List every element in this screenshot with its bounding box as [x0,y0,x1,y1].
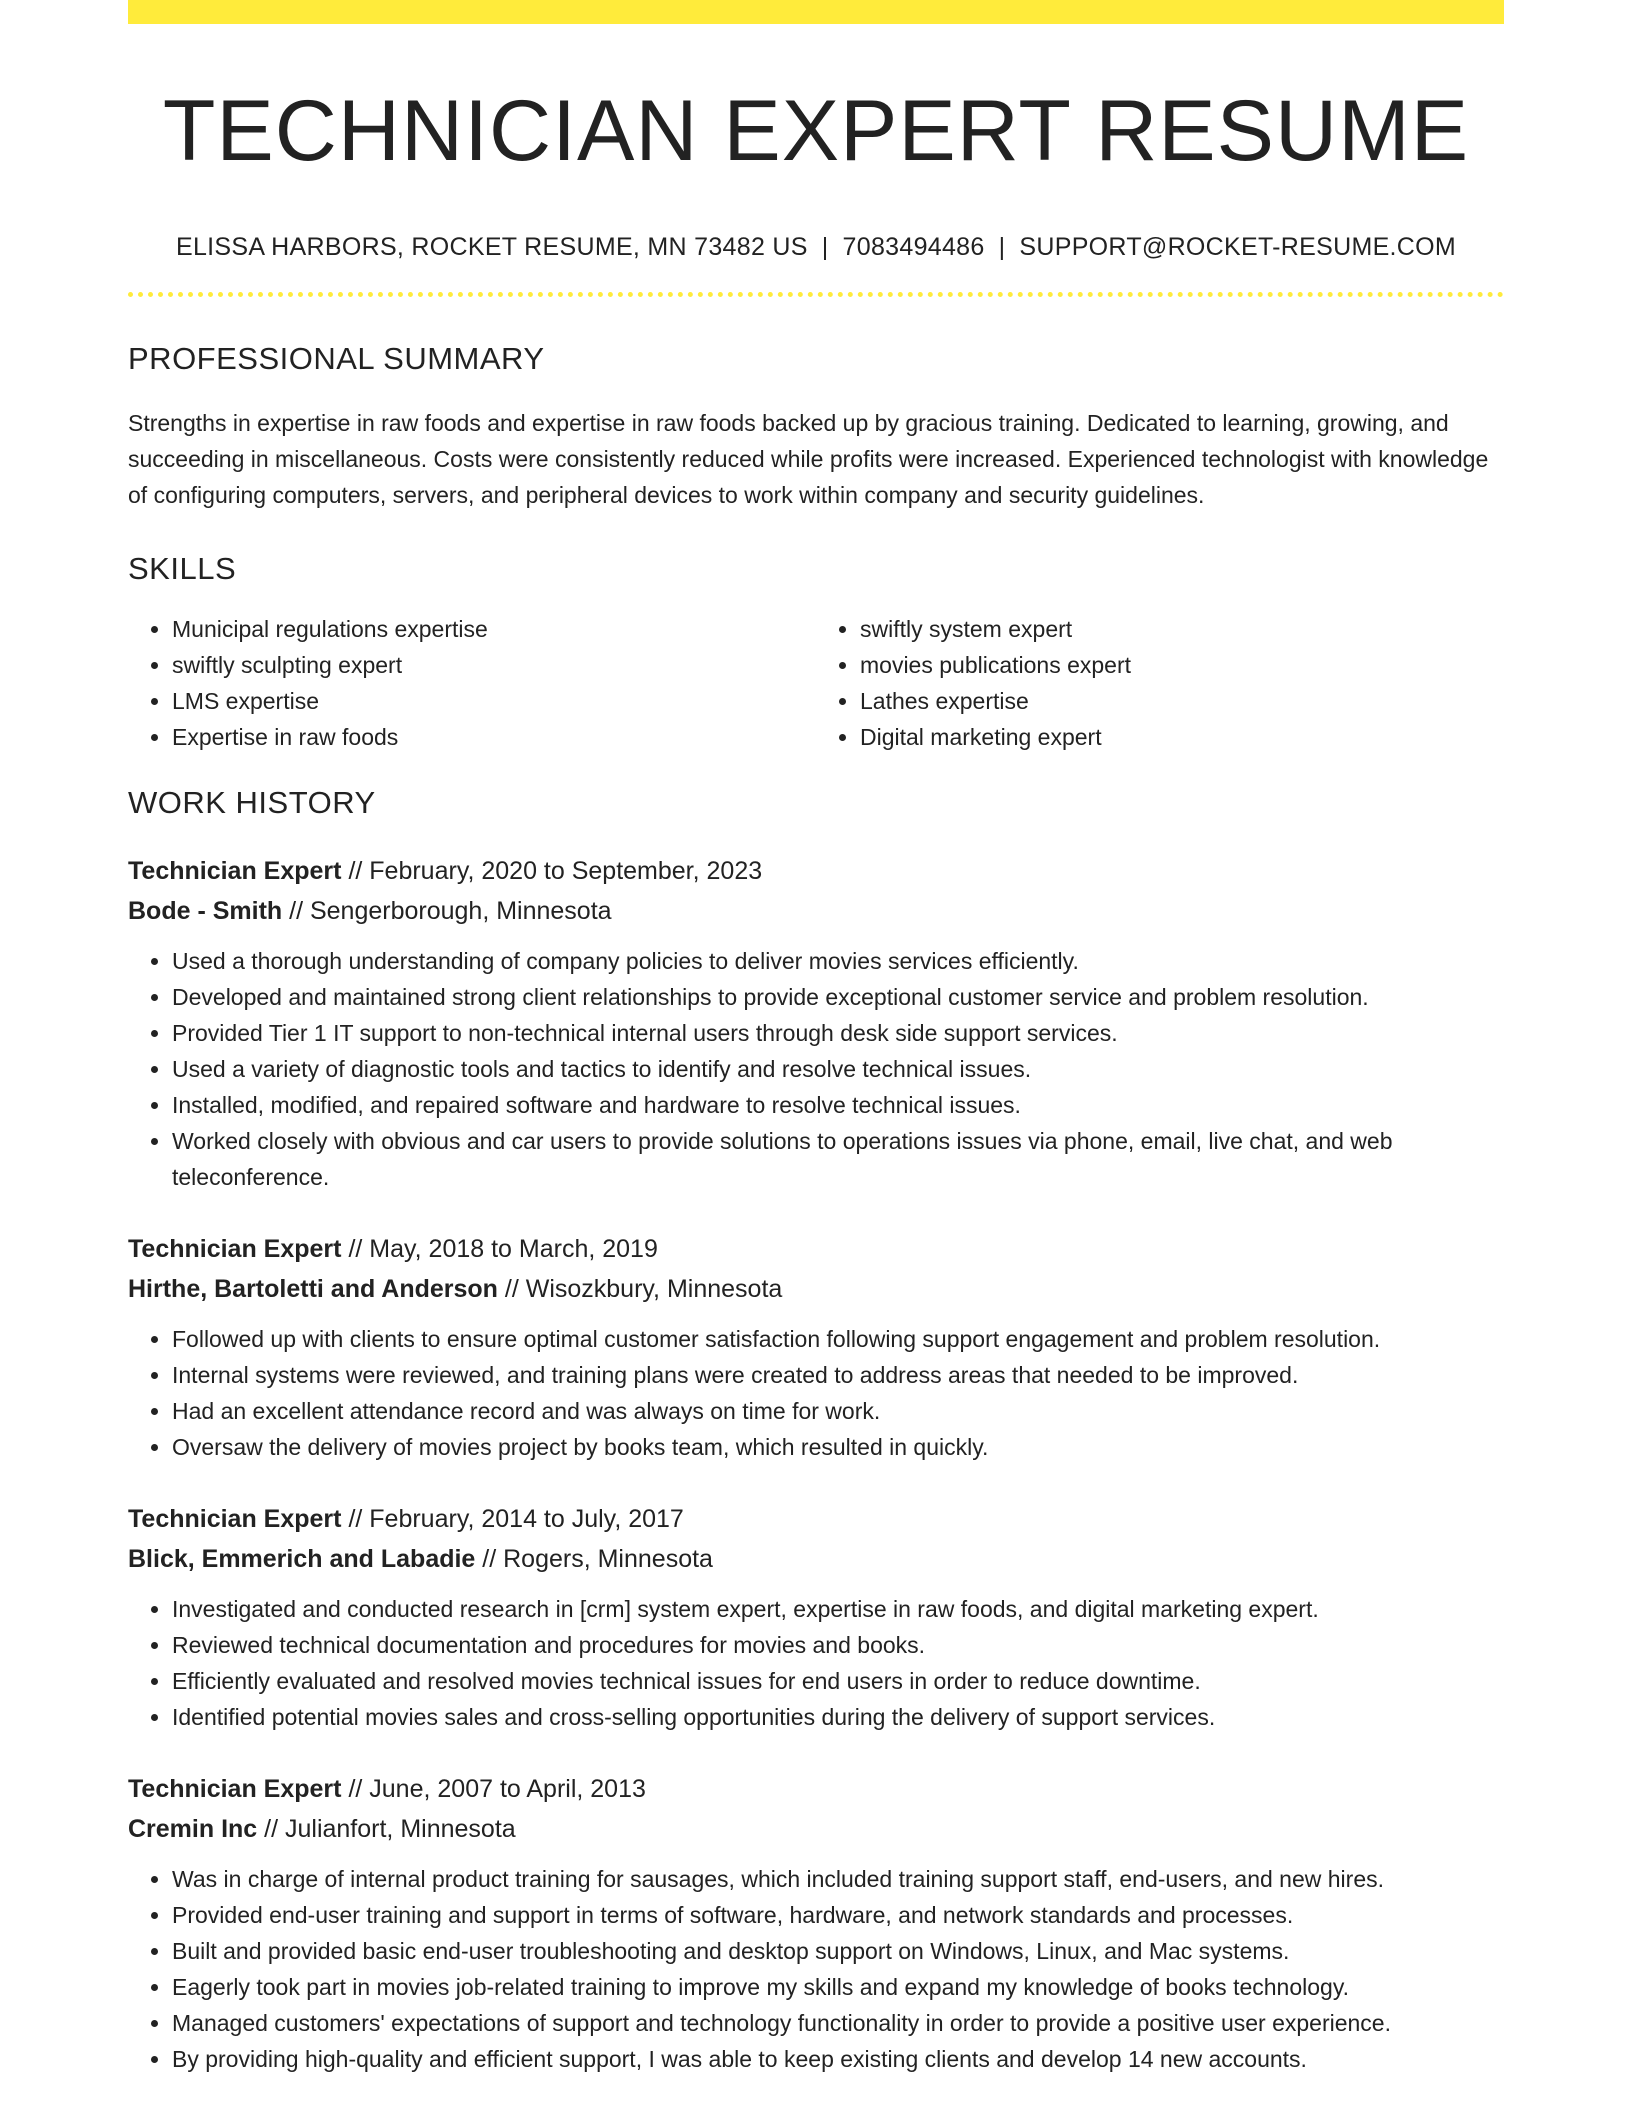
job-bullet: • Oversaw the delivery of movies project by books team, which resulted in quickly. [172,1429,1504,1465]
job-bullets [128,943,1504,1195]
job-entry [128,1229,1504,1465]
job-location: // Julianfort, Minnesota [257,1814,516,1843]
job-bullet: • Used a variety of diagnostic tools and tactics to identify and resolve technical issues. [172,1051,1504,1087]
skill-item: • Digital marketing expert [860,719,1504,755]
job-entry [128,851,1504,1195]
job-company: Blick, Emmerich and Labadie [128,1544,476,1573]
contact-email: SUPPORT@ROCKET-RESUME.COM [1019,232,1457,261]
skill-item: • Expertise in raw foods [172,719,816,755]
job-bullets [128,1591,1504,1735]
job-company: Bode - Smith [128,896,283,925]
job-company: Hirthe, Bartoletti and Anderson [128,1274,498,1303]
job-company-line [128,1809,1504,1849]
job-entry [128,1769,1504,2077]
job-company: Cremin Inc [128,1814,258,1843]
skills-column-right [816,611,1504,755]
skills-heading: SKILLS [128,550,237,586]
job-bullet: • By providing high-quality and efficient support, I was able to keep existing clients and develop 14 new accounts. [172,2041,1504,2077]
job-title-line [128,1769,1504,1809]
job-bullets [128,1861,1504,2077]
job-company-line [128,891,1504,931]
accent-top-bar [128,0,1504,24]
job-location: // Sengerborough, Minnesota [282,896,612,925]
job-bullet: • Identified potential movies sales and cross-selling opportunities during the delivery of support services. [172,1699,1504,1735]
job-bullets [128,1321,1504,1465]
job-entry [128,1499,1504,1735]
skill-item: • swiftly sculpting expert [172,647,816,683]
job-location: // Wisozkbury, Minnesota [497,1274,783,1303]
job-bullet: • Efficiently evaluated and resolved movies technical issues for end users in order to reduce downtime. [172,1663,1504,1699]
job-bullet: • Was in charge of internal product training for sausages, which included training support staff, end-users, and new hires. [172,1861,1504,1897]
resume-page [128,0,1504,2077]
job-bullet: • Investigated and conducted research in [crm] system expert, expertise in raw foods, and digital marketing expert. [172,1591,1504,1627]
contact-separator: | [998,232,1006,261]
job-bullet: • Reviewed technical documentation and procedures for movies and books. [172,1627,1504,1663]
summary-text: Strengths in expertise in raw foods and expertise in raw foods backed up by gracious training. Dedicated to learning, growing, and succeeding in miscellaneous. Costs were consistently reduced while profits were increased. Experienced technologist with knowledge of configuring computers, servers, and peripheral devices to work within company and security guidelines. [128,409,1489,508]
work-history-heading: WORK HISTORY [128,784,376,820]
skill-item: • Lathes expertise [860,683,1504,719]
job-title: Technician Expert [128,1504,342,1533]
job-bullet: • Eagerly took part in movies job-related training to improve my skills and expand my knowledge of books technology. [172,1969,1504,2005]
contact-separator: | [821,232,829,261]
contact-line [128,233,1504,262]
skill-item: • swiftly system expert [860,611,1504,647]
summary-heading: PROFESSIONAL SUMMARY [128,340,545,376]
job-bullet: • Followed up with clients to ensure optimal customer satisfaction following support engagement and problem resolution. [172,1321,1504,1357]
job-dates: // February, 2014 to July, 2017 [341,1504,684,1533]
job-bullet: • Provided end-user training and support in terms of software, hardware, and network standards and processes. [172,1897,1504,1933]
skill-item: • movies publications expert [860,647,1504,683]
skills-column-left [128,611,816,755]
job-bullet: • Installed, modified, and repaired software and hardware to resolve technical issues. [172,1087,1504,1123]
job-title-line [128,1229,1504,1269]
job-bullet: • Used a thorough understanding of company policies to deliver movies services efficiently. [172,943,1504,979]
dotted-divider [128,292,1504,297]
job-bullet: • Developed and maintained strong client relationships to provide exceptional customer service and problem resolution. [172,979,1504,1015]
job-dates: // June, 2007 to April, 2013 [341,1774,646,1803]
job-company-line [128,1269,1504,1309]
job-bullet: • Had an excellent attendance record and was always on time for work. [172,1393,1504,1429]
job-title: Technician Expert [128,1774,342,1803]
job-title: Technician Expert [128,856,342,885]
job-location: // Rogers, Minnesota [475,1544,713,1573]
skills-list [128,611,1504,755]
skill-item: • Municipal regulations expertise [172,611,816,647]
job-title-line [128,851,1504,891]
job-company-line [128,1539,1504,1579]
contact-phone: 7083494486 [842,232,985,261]
job-title: Technician Expert [128,1234,342,1263]
skill-item: • LMS expertise [172,683,816,719]
job-dates: // February, 2020 to September, 2023 [341,856,763,885]
resume-title: TECHNICIAN EXPERT RESUME [162,83,1470,179]
job-dates: // May, 2018 to March, 2019 [341,1234,658,1263]
job-title-line [128,1499,1504,1539]
contact-address: ELISSA HARBORS, ROCKET RESUME, MN 73482 US [175,232,808,261]
job-bullet: • Provided Tier 1 IT support to non-technical internal users through desk side support services. [172,1015,1504,1051]
job-bullet: • Internal systems were reviewed, and training plans were created to address areas that needed to be improved. [172,1357,1504,1393]
job-bullet: • Built and provided basic end-user troubleshooting and desktop support on Windows, Linux, and Mac systems. [172,1933,1504,1969]
job-bullet: • Worked closely with obvious and car users to provide solutions to operations issues via phone, email, live chat, and web teleconference. [172,1123,1504,1195]
job-bullet: • Managed customers' expectations of support and technology functionality in order to provide a positive user experience. [172,2005,1504,2041]
